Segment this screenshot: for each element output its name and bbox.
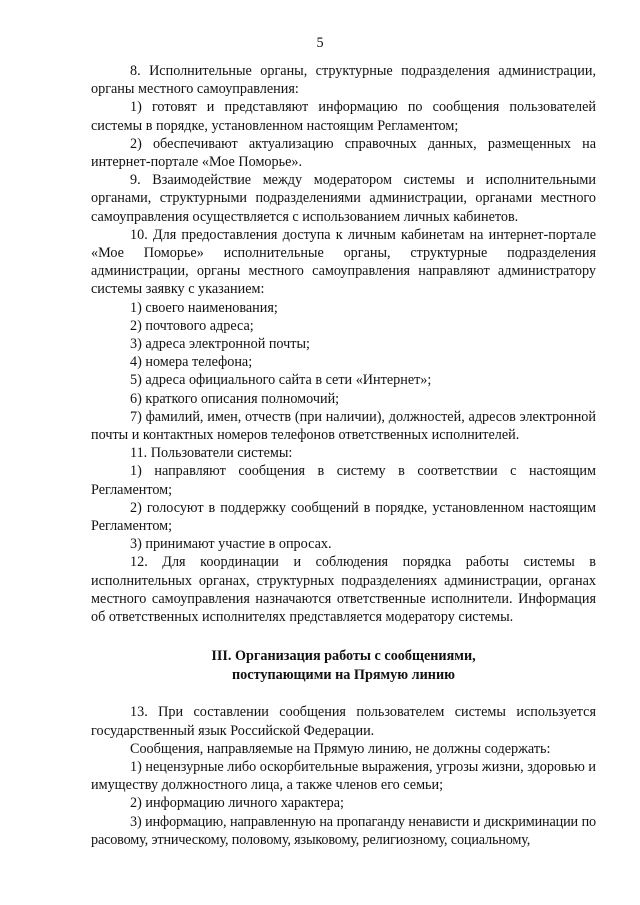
page-number: 5: [316, 35, 324, 51]
paragraph-8-item-2: 2) обеспечивают актуализацию справочных данных, размещенных на интернет-портале «Мое Поморье».: [91, 135, 596, 171]
paragraph-11-item-1: 1) направляют сообщения в систему в соответствии с настоящим Регламентом;: [91, 463, 596, 498]
paragraph-10-item-3: 3) адреса электронной почты;: [130, 336, 310, 353]
section-heading-line-1: III. Организация работы с сообщениями,: [211, 648, 476, 665]
paragraph-10-item-4: 4) номера телефона;: [130, 354, 253, 371]
section-heading: [91, 647, 596, 685]
paragraph-8-item-1: 1) готовят и представляют информацию по сообщения пользователей системы в порядке, установленном настоящим Регламентом;: [91, 99, 596, 134]
paragraph-11: 11. Пользователи системы:: [130, 445, 293, 462]
section-heading-line-2: поступающими на Прямую линию: [232, 667, 455, 684]
paragraph-13-intro: Сообщения, направляемые на Прямую линию, не должны содержать:: [130, 740, 551, 757]
paragraph-10-item-6: 6) краткого описания полномочий;: [130, 390, 340, 407]
paragraph-10-item-2: 2) почтового адреса;: [130, 317, 254, 334]
paragraph-13-item-1: 1) нецензурные либо оскорбительные выражения, угрозы жизни, здоровью и имуществу должностного лица, а также членов его семьи;: [91, 758, 596, 794]
paragraph-11-item-2: 2) голосуют в поддержку сообщений в порядке, установленном настоящим Регламентом;: [91, 499, 596, 535]
paragraph-10-item-7: 7) фамилий, имен, отчеств (при наличии), должностей, адресов электронной почты и контактных номеров телефонов ответственных исполнителей.: [91, 408, 596, 444]
paragraph-8: 8. Исполнительные органы, структурные подразделения администрации, органы местного самоуправления:: [91, 63, 596, 98]
paragraph-10-item-5: 5) адреса официального сайта в сети «Интернет»;: [130, 372, 432, 389]
paragraph-13: 13. При составлении сообщения пользователем системы используется государственный язык Российской Федерации.: [91, 704, 596, 739]
document-body: [91, 62, 596, 849]
paragraph-10: 10. Для предоставления доступа к личным кабинетам на интернет-портале «Мое Поморье» исполнительные органы, структурные подразделения администрации, органы местного самоуправления направляют администратору системы заявку с указанием:: [91, 226, 596, 298]
paragraph-12: 12. Для координации и соблюдения порядка работы системы в исполнительных органах, структурных подразделениях администрации, органах местного самоуправления назначаются ответственные исполнители. Информация об ответственных исполнителях представляется модератору системы.: [91, 554, 596, 626]
paragraph-9: 9. Взаимодействие между модератором системы и исполнительными органами, структурными подразделениями администрации, органами местного самоуправления осуществляется с использованием личных кабинетов.: [91, 172, 596, 225]
paragraph-13-item-2: 2) информацию личного характера;: [130, 795, 344, 812]
paragraph-11-item-3: 3) принимают участие в опросах.: [130, 536, 332, 553]
paragraph-10-item-1: 1) своего наименования;: [130, 299, 278, 316]
paragraph-13-item-3: 3) информацию, направленную на пропаганду ненависти и дискриминации по расовому, этническому, половому, языковому, религиозному, социальному,: [91, 813, 596, 848]
